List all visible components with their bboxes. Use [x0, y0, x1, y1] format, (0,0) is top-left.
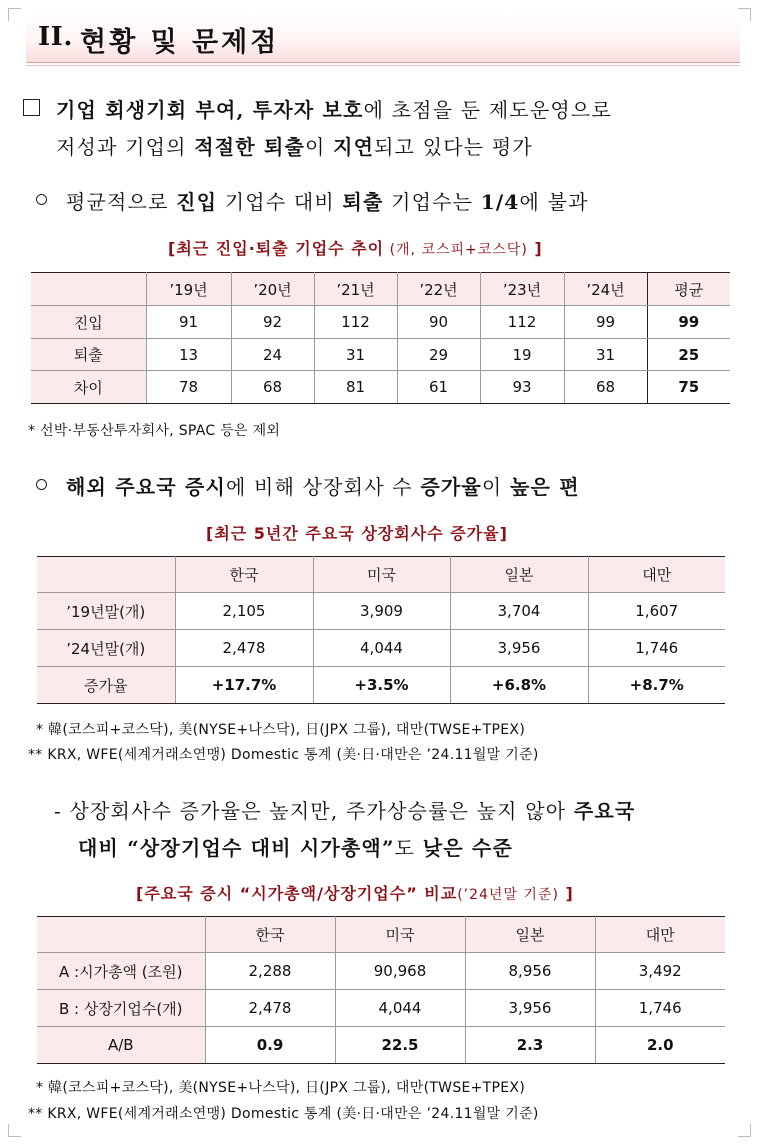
- table-cell: [37, 557, 175, 593]
- bullet-emphasis: 진입: [176, 190, 218, 214]
- growth-cell: +8.7%: [588, 667, 725, 704]
- table-header-row: [37, 557, 725, 593]
- table-cell: 평균: [647, 273, 730, 306]
- intro-text: 이: [305, 135, 334, 159]
- bullet-text: 이: [481, 475, 510, 499]
- table-cell: 3,956: [450, 630, 588, 667]
- row-label: 증가율: [37, 667, 175, 704]
- table-cell: 3,956: [465, 990, 595, 1027]
- table-cell: 1,607: [588, 593, 725, 630]
- table-row: [31, 339, 730, 371]
- intro-text: 에 초점을 둔 제도운영으로: [363, 98, 612, 122]
- section1-bullet: [66, 186, 589, 215]
- ratio-cell: 2.3: [465, 1027, 595, 1064]
- ratio-cell: 0.9: [205, 1027, 335, 1064]
- table-cell: 112: [480, 306, 564, 339]
- table-cell: 90: [397, 306, 480, 339]
- section3-line-1: [54, 795, 635, 824]
- page-corner-mark: [738, 1124, 751, 1137]
- table-row: [31, 371, 730, 404]
- bullet-emphasis: 퇴출: [342, 190, 384, 214]
- table-cell: 93: [480, 371, 564, 404]
- table-row: [37, 630, 725, 667]
- table-cell: 1,746: [588, 630, 725, 667]
- table-cell: 대만: [595, 917, 725, 953]
- table-cell: 61: [397, 371, 480, 404]
- page-corner-mark: [8, 1124, 21, 1137]
- row-label: 차이: [31, 371, 146, 404]
- bullet-text: 기업수 대비: [217, 190, 343, 214]
- row-label: 퇴출: [31, 339, 146, 371]
- table-cell: 일본: [450, 557, 588, 593]
- table2-footnote-1: * 韓(코스피+코스닥), 美(NYSE+나스닥), 日(JPX 그룹), 대만(TWSE+TPEX): [36, 722, 526, 738]
- circle-bullet-icon: [36, 479, 47, 490]
- table-header-row: [31, 273, 730, 306]
- row-label: ’24년말(개): [37, 630, 175, 667]
- table-cell: 99: [564, 306, 647, 339]
- table2-footnote-2: ** KRX, WFE(세계거래소연맹) Domestic 통계 (美·日·대만은 ’24.11월말 기준): [28, 747, 539, 763]
- dash-text: 도: [394, 836, 423, 860]
- intro-text: 저성과 기업의: [56, 135, 195, 159]
- average-cell: 99: [647, 306, 730, 339]
- ratio-cell: 2.0: [595, 1027, 725, 1064]
- table2-caption: [최근 5년간 주요국 상장회사수 증가율]: [206, 524, 508, 543]
- table-cell: 78: [146, 371, 231, 404]
- table3-footnote-2: ** KRX, WFE(세계거래소연맹) Domestic 통계 (美·日·대만은 ’24.11월말 기준): [28, 1106, 539, 1122]
- growth-cell: +17.7%: [175, 667, 313, 704]
- table-cell: 3,492: [595, 953, 725, 990]
- caption-subtext: (개, 코스피+코스닥): [384, 242, 528, 258]
- table-cell: 1,746: [595, 990, 725, 1027]
- table-cell: 2,478: [205, 990, 335, 1027]
- table-cell: 90,968: [335, 953, 465, 990]
- table-cell: 24: [231, 339, 314, 371]
- table1-footnote: * 선박·부동산투자회사, SPAC 등은 제외: [28, 423, 281, 439]
- table3-footnote-1: * 韓(코스피+코스닥), 美(NYSE+나스닥), 日(JPX 그룹), 대만(TWSE+TPEX): [36, 1080, 526, 1096]
- dash-emphasis: 낮은 수준: [422, 836, 513, 860]
- caption-text: [최근 진입·퇴출 기업수 추이: [168, 239, 385, 258]
- table-cell: 3,704: [450, 593, 588, 630]
- table-cell: ’20년: [231, 273, 314, 306]
- table-cell: 8,956: [465, 953, 595, 990]
- caption-text: ]: [558, 884, 574, 903]
- row-label: A/B: [37, 1027, 205, 1064]
- table-cell: 일본: [465, 917, 595, 953]
- bullet-text: 평균적으로: [66, 190, 177, 214]
- row-label: A :시가총액 (조원): [37, 953, 205, 990]
- listing-growth-table: [37, 556, 725, 704]
- caption-text: [주요국 증시 “시가총액/상장기업수” 비교: [136, 884, 458, 903]
- bullet-text: 기업수는: [383, 190, 481, 214]
- page-corner-mark: [8, 8, 21, 21]
- square-bullet-icon: [23, 99, 40, 116]
- table-row: [37, 667, 725, 704]
- intro-line-1: [56, 94, 612, 123]
- intro-text: 되고 있다는 평가: [374, 135, 533, 159]
- section-number: II.: [38, 22, 73, 52]
- growth-cell: +3.5%: [313, 667, 450, 704]
- table-row: [37, 990, 725, 1027]
- bullet-emphasis: 1/4: [480, 190, 520, 214]
- table-cell: 68: [564, 371, 647, 404]
- table-cell: 2,478: [175, 630, 313, 667]
- table-cell: 112: [314, 306, 397, 339]
- table-cell: 91: [146, 306, 231, 339]
- table-row: [31, 306, 730, 339]
- market-cap-table: [37, 916, 725, 1064]
- intro-emphasis: 적절한 퇴출: [194, 135, 306, 159]
- intro-emphasis: 기업 회생기회 부여, 투자자 보호: [56, 98, 364, 122]
- table-cell: 2,288: [205, 953, 335, 990]
- row-label: 진입: [31, 306, 146, 339]
- table-cell: 4,044: [313, 630, 450, 667]
- dash-text: - 상장회사수 증가율은 높지만, 주가상승률은 높지 않아: [54, 799, 574, 823]
- table-cell: 4,044: [335, 990, 465, 1027]
- section2-bullet: [66, 471, 580, 500]
- table-cell: 미국: [313, 557, 450, 593]
- table-cell: 한국: [175, 557, 313, 593]
- table-cell: 92: [231, 306, 314, 339]
- bullet-emphasis: 증가율: [420, 475, 482, 499]
- bullet-emphasis: 해외 주요국 증시: [66, 475, 226, 499]
- row-label: B : 상장기업수(개): [37, 990, 205, 1027]
- dash-emphasis: 주요국: [573, 799, 636, 823]
- average-cell: 75: [647, 371, 730, 404]
- table-cell: 2,105: [175, 593, 313, 630]
- row-label: ’19년말(개): [37, 593, 175, 630]
- section-title: 현황 및 문제점: [80, 27, 280, 58]
- table-row: [37, 593, 725, 630]
- bullet-text: 에 불과: [519, 190, 589, 214]
- intro-line-2: [56, 131, 533, 160]
- table-row: [37, 953, 725, 990]
- table-cell: ’23년: [480, 273, 564, 306]
- table-cell: ’19년: [146, 273, 231, 306]
- table-cell: 한국: [205, 917, 335, 953]
- table-cell: ’24년: [564, 273, 647, 306]
- table-cell: 81: [314, 371, 397, 404]
- ratio-cell: 22.5: [335, 1027, 465, 1064]
- table-cell: 미국: [335, 917, 465, 953]
- circle-bullet-icon: [36, 194, 47, 205]
- table1-caption: [168, 236, 543, 259]
- caption-text: ]: [527, 239, 543, 258]
- table-cell: 13: [146, 339, 231, 371]
- table-cell: 68: [231, 371, 314, 404]
- table-cell: 대만: [588, 557, 725, 593]
- table-cell: 31: [314, 339, 397, 371]
- table-header-row: [37, 917, 725, 953]
- table-cell: 3,909: [313, 593, 450, 630]
- table-row: [37, 1027, 725, 1064]
- bullet-text: 에 비해 상장회사 수: [225, 475, 421, 499]
- average-cell: 25: [647, 339, 730, 371]
- table-cell: 29: [397, 339, 480, 371]
- bullet-emphasis: 높은 편: [510, 475, 580, 499]
- table-cell: 31: [564, 339, 647, 371]
- table-cell: 19: [480, 339, 564, 371]
- table3-caption: [136, 881, 574, 904]
- table-cell: [31, 273, 146, 306]
- intro-emphasis: 지연: [333, 135, 375, 159]
- table-cell: ’22년: [397, 273, 480, 306]
- table-cell: ’21년: [314, 273, 397, 306]
- growth-cell: +6.8%: [450, 667, 588, 704]
- table-cell: [37, 917, 205, 953]
- section3-line-2: [78, 832, 513, 861]
- caption-subtext: (’24년말 기준): [457, 887, 559, 903]
- entry-exit-table: [31, 272, 730, 404]
- dash-emphasis: 대비 “상장기업수 대비 시가총액”: [78, 836, 395, 860]
